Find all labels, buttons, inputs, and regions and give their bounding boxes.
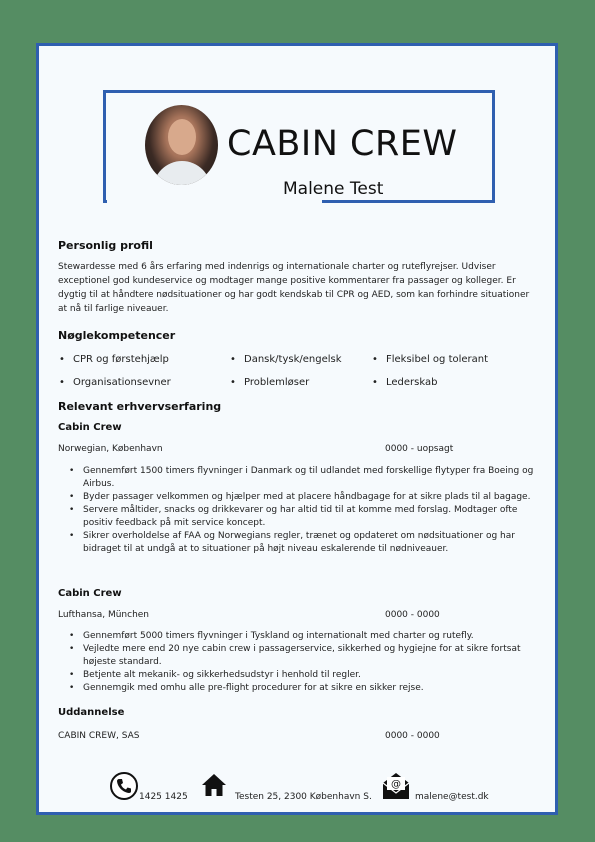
profile-photo — [145, 105, 218, 185]
education-entry: CABIN CREW, SAS — [58, 731, 140, 741]
list-item: • Gennemført 5000 timers flyvninger i Tyskland og internationalt med charter og rutefly. — [58, 630, 540, 643]
contact-address: Testen 25, 2300 København S. — [235, 792, 372, 802]
profile-heading: Personlig profil — [58, 239, 153, 252]
competency-item: • Lederskab — [386, 377, 437, 388]
list-item: • Betjente alt mekanik- og sikkerhedsudstyr i henhold til regler. — [58, 669, 540, 682]
list-item: • Vejledte mere end 20 nye cabin crew i passagerservice, sikkerhed og hygiejne for at sikre fortsat højeste standard. — [58, 643, 540, 669]
education-section — [58, 707, 540, 718]
experience-section — [58, 400, 540, 413]
competencies-heading: Nøglekompetencer — [58, 329, 176, 342]
contact-footer — [39, 771, 561, 811]
education-heading: Uddannelse — [58, 707, 125, 718]
list-item: • Gennemført 1500 timers flyvninger i Danmark og til udlandet med forskellige flytyper fra Boeing og Airbus. — [58, 465, 540, 491]
competency-item: • Fleksibel og tolerant — [386, 354, 488, 365]
education-period: 0000 - 0000 — [385, 731, 440, 741]
job-period: 0000 - 0000 — [385, 610, 440, 620]
list-item: • Sikrer overholdelse af FAA og Norwegians regler, trænet og opdateret om nødsituationer og har bidraget til at undgå at to situationer på højt niveau eskalerende til nødniveauer. — [58, 530, 540, 556]
job-title: Cabin Crew — [58, 588, 122, 599]
competency-item: • Dansk/tysk/engelsk — [244, 354, 342, 365]
phone-icon — [109, 771, 139, 801]
profile-section — [58, 239, 540, 316]
education-meta — [58, 731, 540, 743]
contact-phone: 1425 1425 — [139, 792, 188, 802]
list-item: • Gennemgik med omhu alle pre-flight procedurer for at sikre en sikker rejse. — [58, 682, 540, 695]
competencies-section — [58, 329, 540, 342]
competency-item: • CPR og førstehjælp — [73, 354, 169, 365]
job-meta — [58, 444, 540, 456]
job-period: 0000 - uopsagt — [385, 444, 454, 454]
competencies-row — [58, 354, 540, 368]
contact-email: malene@test.dk — [415, 792, 489, 802]
home-icon — [201, 773, 227, 797]
list-item: • Servere måltider, snacks og drikkevarer og har altid tid til at komme med forslag. Modtager ofte positiv feedback på mit service koncept. — [58, 504, 540, 530]
envelope-icon — [381, 771, 411, 801]
competency-item: • Organisationsevner — [73, 377, 171, 388]
resume-page — [36, 43, 558, 815]
job-bullets — [58, 465, 540, 556]
job-bullets — [58, 630, 540, 695]
job-meta — [58, 610, 540, 622]
profile-text: Stewardesse med 6 års erfaring med indenrigs og internationale charter og ruteflyrejser. Udviser exceptionel god kundeservice og modtager mange positive kommentarer fra passager og kolleger. Er dygtig til at håndtere nødsituationer og har godt kendskab til CPR og AED, som kan forhindre situationer at nå til farlige niveauer. — [58, 262, 530, 314]
page-title: CABIN CREW — [227, 124, 458, 164]
svg-text:@: @ — [391, 779, 401, 790]
job-employer: Norwegian, København — [58, 444, 163, 454]
competency-item: • Problemløser — [244, 377, 309, 388]
job-employer: Lufthansa, München — [58, 610, 150, 620]
experience-heading: Relevant erhvervserfaring — [58, 400, 222, 413]
job-title: Cabin Crew — [58, 422, 122, 433]
candidate-name: Malene Test — [283, 179, 384, 199]
list-item: • Byder passager velkommen og hjælper med at placere håndbagage for at sikre plads til al bagage. — [58, 491, 540, 504]
competencies-row — [58, 377, 540, 391]
